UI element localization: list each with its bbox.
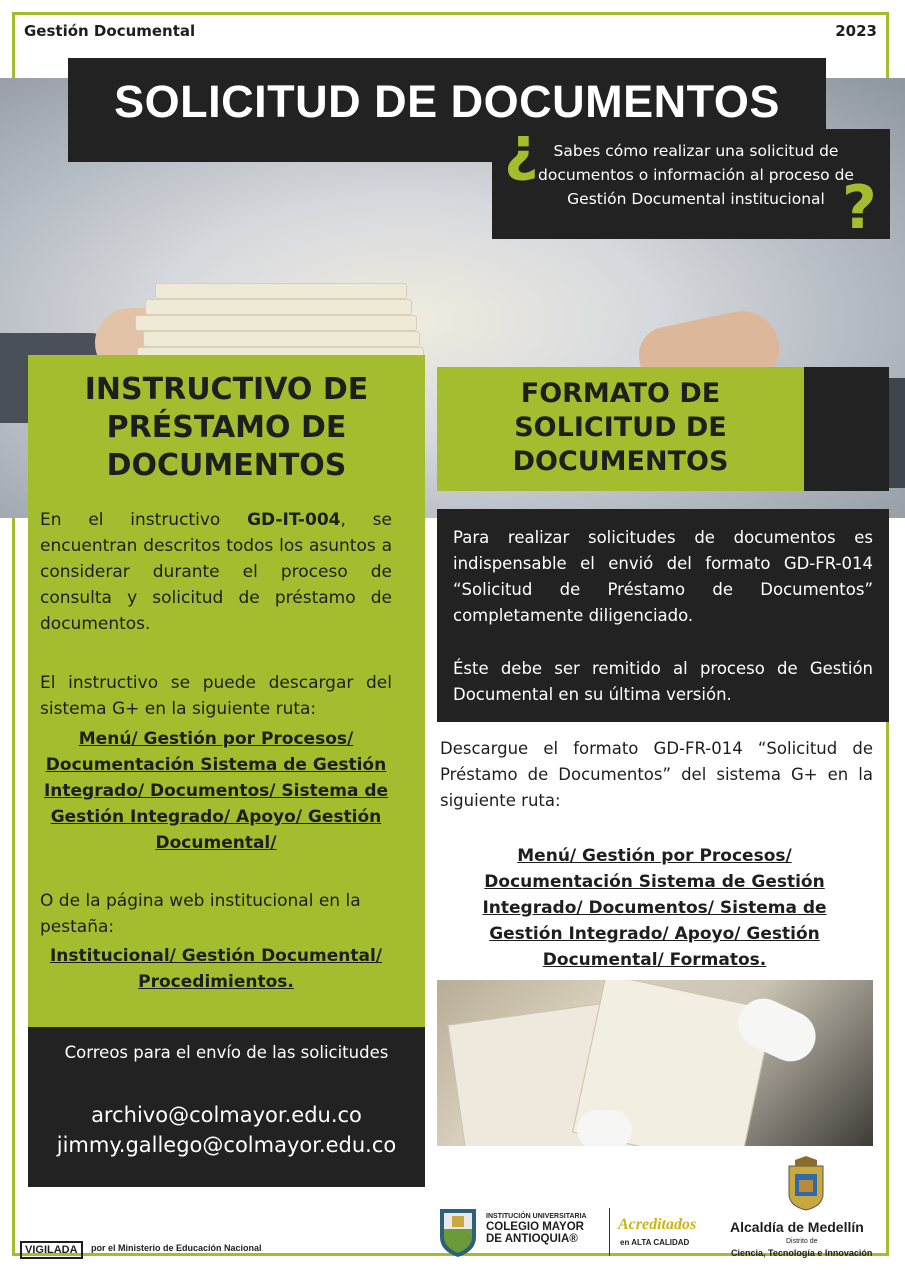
web-route-link[interactable]: Institucional/ Gestión Documental/ Procedimientos. [49,946,383,992]
formato-title-banner [437,367,804,491]
alta-calidad-label: en ALTA CALIDAD [620,1238,690,1247]
instructivo-paragraph-2: El instructivo se puede descargar del sistema G+ en la siguiente ruta: [40,673,392,719]
colmayor-shield-icon [438,1207,478,1259]
logo-divider [609,1208,610,1256]
formato-paragraph-3: Descargue el formato GD-FR-014 “Solicitud de Préstamo de Documentos” del sistema G+ en la siguiente ruta: [440,739,873,810]
medellin-crest-icon [785,1156,827,1212]
formato-route-link[interactable]: Menú/ Gestión por Procesos/ Documentación Sistema de Gestión Integrado/ Documentos/ Sistema de Gestión Integrado/ Apoyo/ Gestión Documental/ Formatos. [482,846,827,970]
formato-info-panel [437,509,889,722]
p1-text-before: En el instructivo [40,510,248,530]
institution-name-line-1: COLEGIO MAYOR [486,1221,584,1233]
instructivo-paragraph-1 [40,507,392,637]
instructivo-route-link[interactable]: Menú/ Gestión por Procesos/ Documentación Sistema de Gestión Integrado/ Documentos/ Sistema de Gestión Integrado/ Apoyo/ Gestión Documental/ [43,729,389,853]
institution-name-line-2: DE ANTIOQUIA® [486,1233,578,1245]
instructivo-panel [28,355,425,1027]
ciencia-label: Ciencia, Tecnología e Innovación [731,1248,873,1258]
instructivo-paragraph-3: O de la página web institucional en la pestaña: [40,891,361,937]
question-banner [492,129,890,243]
acreditados-label: Acreditados [618,1216,697,1233]
formato-title: FORMATO DE SOLICITUD DE DOCUMENTOS [512,378,729,477]
archive-documents-photo [437,980,873,1146]
formato-dark-accent [804,367,889,491]
emails-panel [28,1027,425,1187]
question-mark-open-icon: ? [504,121,539,191]
section-label: Gestión Documental [24,22,196,40]
institution-small-label: INSTITUCIÓN UNIVERSITARIA [486,1213,587,1220]
alcaldia-label: Alcaldía de Medellín [730,1219,864,1235]
ministerio-text: por el Ministerio de Educación Nacional [91,1243,262,1253]
question-mark-close-icon: ? [842,173,877,243]
vigilada-badge: VIGILADA [20,1241,83,1259]
email-jimmy-link[interactable]: jimmy.gallego@colmayor.edu.co [56,1133,397,1157]
instructivo-title: INSTRUCTIVO DE PRÉSTAMO DE DOCUMENTOS [84,372,369,483]
distrito-label: Distrito de [786,1238,818,1245]
instructivo-code: GD-IT-004 [247,510,341,530]
p1-text-after: , se encuentran descritos todos los asuntos a considerar durante el proceso de consulta y solicitud de préstamo de documentos. [40,510,393,634]
institution-name [486,1221,584,1245]
emails-label: Correos para el envío de las solicitudes [64,1043,389,1062]
question-text: Sabes cómo realizar una solicitud de documentos o información al proceso de Gestión Documental institucional [538,142,854,208]
email-archivo-link[interactable]: archivo@colmayor.edu.co [91,1103,362,1127]
formato-paragraph-1: Para realizar solicitudes de documentos es indispensable el envió del formato GD-FR-014 “Solicitud de Préstamo de Documentos” completamente diligenciado. [453,528,873,625]
formato-paragraph-2: Éste debe ser remitido al proceso de Gestión Documental en su última versión. [453,659,873,704]
year-label: 2023 [835,22,877,40]
page-title: SOLICITUD DE DOCUMENTOS [114,76,780,127]
